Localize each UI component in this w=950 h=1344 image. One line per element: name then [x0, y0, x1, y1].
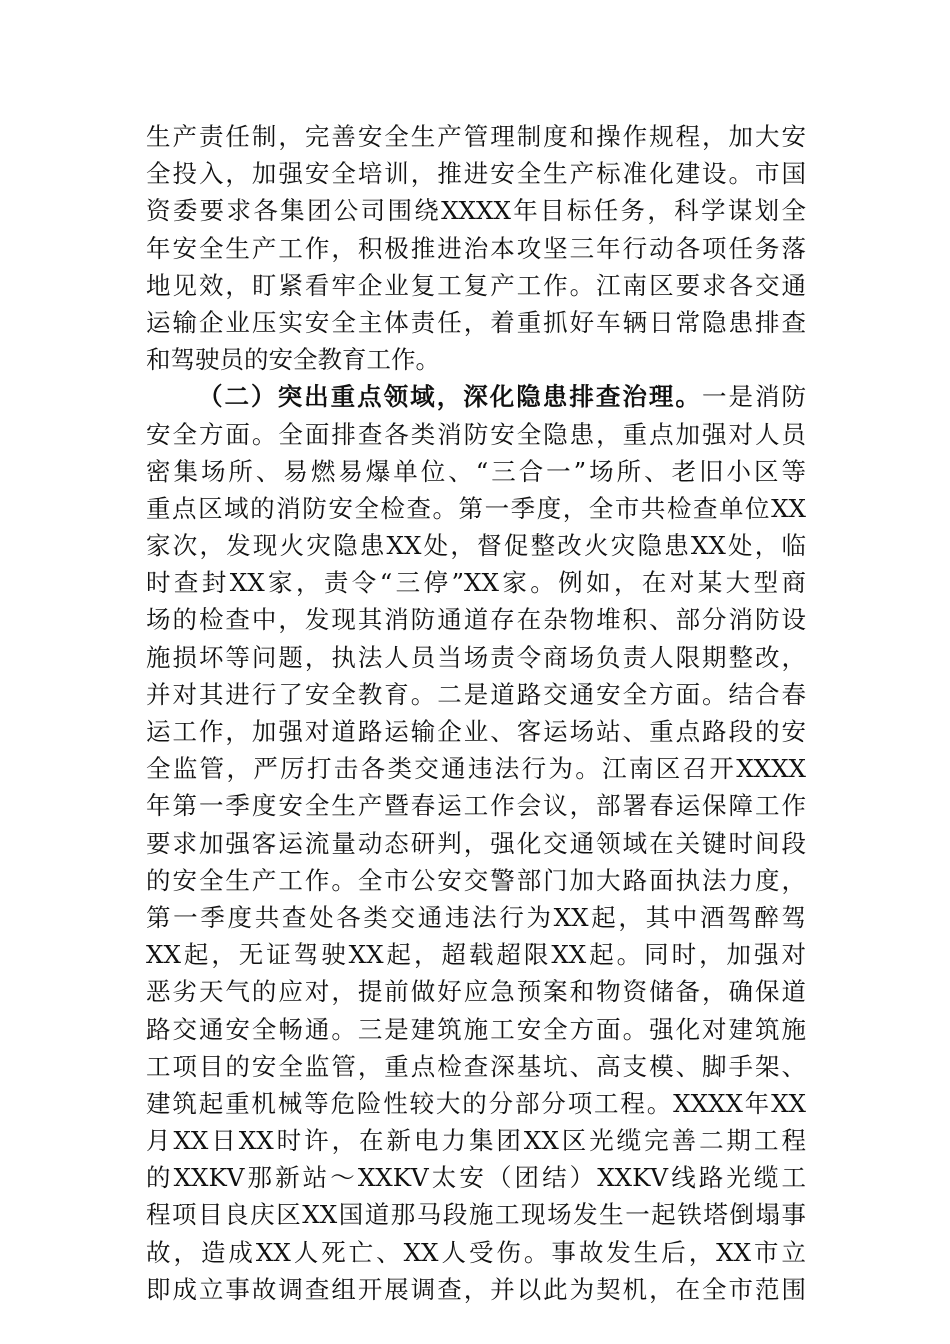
paragraph-1-line-7: 和驾驶员的安全教育工作。: [146, 345, 440, 375]
paragraph-2-line-7: 场的检查中，发现其消防通道存在杂物堆积、部分消防设: [146, 605, 806, 635]
paragraph-1-line-3: 资委要求各集团公司围绕XXXX年目标任务，科学谋划全: [146, 196, 806, 226]
paragraph-2-line-24: 故，造成XX人死亡、XX人受伤。事故发生后，XX市立: [146, 1237, 806, 1267]
paragraph-1-line-1: 生产责任制，完善安全生产管理制度和操作规程，加大安: [146, 122, 806, 151]
paragraph-2-first-line: [146, 378, 806, 415]
paragraph-2-line-15: 第一季度共查处各类交通违法行为XX起，其中酒驾醉驾: [146, 902, 806, 932]
paragraph-2-line-2: 安全方面。全面排查各类消防安全隐患，重点加强对人员: [146, 419, 806, 449]
paragraph-2-line-3: 密集场所、易燃易爆单位、“三合一”场所、老旧小区等: [146, 456, 806, 486]
paragraph-2-line-17: 恶劣天气的应对，提前做好应急预案和物资储备，确保道: [146, 977, 806, 1007]
paragraph-2-line-23: 程项目良庆区XX国道那马段施工现场发生一起铁塔倒塌事: [146, 1200, 806, 1230]
paragraph-2-line-14: 的安全生产工作。全市公安交警部门加大路面执法力度，: [146, 865, 806, 895]
paragraph-2-line-20: 建筑起重机械等危险性较大的分部分项工程。XXXX年XX: [146, 1088, 806, 1118]
paragraph-1-line-6: 运输企业压实安全主体责任，着重抓好车辆日常隐患排查: [146, 307, 806, 337]
paragraph-2-line-18: 路交通安全畅通。三是建筑施工安全方面。强化对建筑施: [146, 1014, 806, 1044]
paragraph-2-line-16: XX起，无证驾驶XX起，超载超限XX起。同时，加强对: [146, 940, 806, 970]
body-text: [146, 118, 806, 1308]
paragraph-2-line-8: 施损坏等问题，执法人员当场责令商场负责人限期整改，: [146, 642, 806, 672]
paragraph-2-line-21: 月XX日XX时许，在新电力集团XX区光缆完善二期工程: [146, 1126, 806, 1156]
paragraph-2-line-12: 年第一季度安全生产暨春运工作会议，部署春运保障工作: [146, 791, 806, 821]
paragraph-2-line-25: 即成立事故调查组开展调查，并以此为契机，在全市范围: [146, 1274, 806, 1304]
paragraph-2-line-19: 工项目的安全监管，重点检查深基坑、高支模、脚手架、: [146, 1051, 806, 1081]
paragraph-1-line-2: 全投入，加强安全培训，推进安全生产标准化建设。市国: [146, 159, 806, 189]
paragraph-2-line-10: 运工作，加强对道路运输企业、客运场站、重点路段的安: [146, 717, 806, 746]
paragraph-2-line-13: 要求加强客运流量动态研判，强化交通领域在关键时间段: [146, 828, 806, 858]
paragraph-2-line-5: 家次，发现火灾隐患XX处，督促整改火灾隐患XX处，临: [146, 531, 806, 561]
paragraph-2-line-6: 时查封XX家，责令“三停”XX家。例如，在对某大型商: [146, 568, 806, 598]
paragraph-2-first-line-rest: 一是消防: [701, 382, 807, 412]
paragraph-1-line-4: 年安全生产工作，积极推进治本攻坚三年行动各项任务落: [146, 233, 806, 263]
paragraph-2-line-11: 全监管，严厉打击各类交通违法行为。江南区召开XXXX: [146, 754, 806, 784]
paragraph-2-line-9: 并对其进行了安全教育。二是道路交通安全方面。结合春: [146, 679, 806, 709]
paragraph-1-line-5: 地见效，盯紧看牢企业复工复产工作。江南区要求各交通: [146, 270, 806, 300]
section-heading: （二）突出重点领域，深化隐患排查治理。: [198, 382, 702, 412]
paragraph-2-line-22: 的XXKV那新站～XXKV太安（团结）XXKV线路光缆工: [146, 1163, 806, 1193]
paragraph-2-line-4: 重点区域的消防安全检查。第一季度，全市共检查单位XX: [146, 493, 806, 523]
